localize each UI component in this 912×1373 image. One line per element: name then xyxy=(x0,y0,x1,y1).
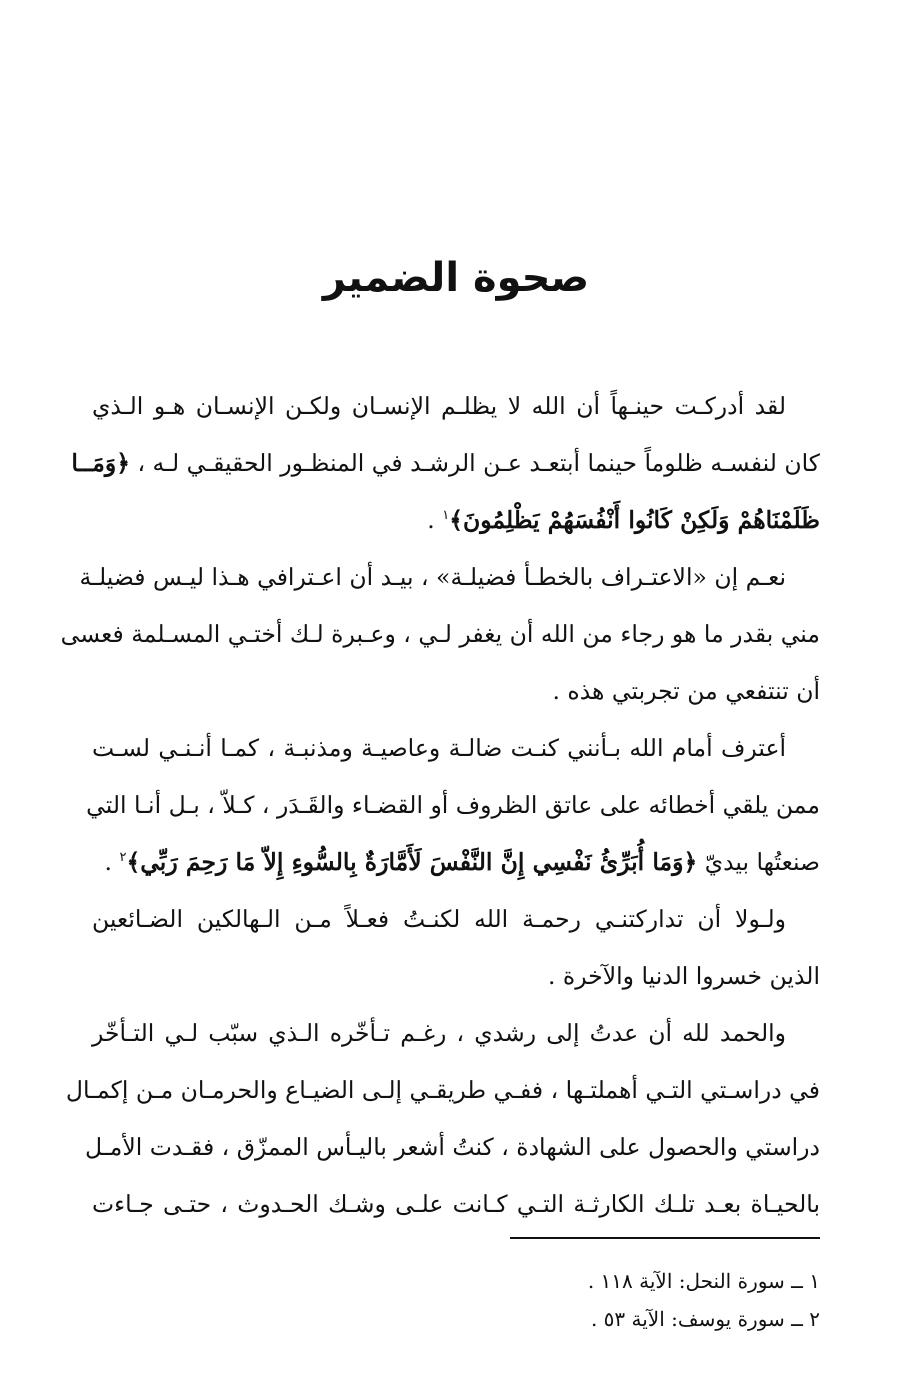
text-line xyxy=(92,1176,820,1233)
text-line xyxy=(85,1119,820,1176)
text-line xyxy=(71,435,820,492)
text-line xyxy=(92,948,820,1005)
text-line xyxy=(92,891,820,948)
line-text: في دراسـتي التـي أهملتـها ، ففـي طريقـي إلـى الضيـاع والحرمـان مـن إكمـال xyxy=(65,1076,820,1104)
line-text: ولـولا أن تداركتنـي رحمـة الله لكنـتُ فعـلاً مـن الـهالكين الضـائعين xyxy=(92,905,786,933)
line-text: أن تنتفعي من تجربتي هذه . xyxy=(552,677,820,705)
line-text: لقد أدركـت حينـهاً أن الله لا يظلـم الإنسـان ولكـن الإنسـان هـو الـذي xyxy=(92,392,786,420)
line-tail: . xyxy=(104,848,120,876)
line-text: أعترف أمام الله بـأنني كنـت ضالـة وعاصيـة ومذنبـة ، كمـا أنـنـي لسـت xyxy=(92,734,786,762)
footnote-marker: ١ xyxy=(442,508,450,524)
text-line xyxy=(65,1062,820,1119)
text-line xyxy=(79,549,820,606)
footnote-marker: ٢ xyxy=(119,850,127,866)
text-line xyxy=(60,606,820,663)
line-text: والحمد لله أن عدتُ إلى رشدي ، رغـم تـأخّره الـذي سبّب لـي التـأخّر xyxy=(92,1019,786,1047)
footnote-divider xyxy=(510,1237,820,1239)
footnotes xyxy=(92,1262,820,1338)
text-line xyxy=(92,720,820,777)
text-line xyxy=(92,834,820,891)
text-line xyxy=(92,492,820,549)
line-tail: . xyxy=(427,506,443,534)
line-text: الذين خسروا الدنيا والآخرة . xyxy=(547,962,820,990)
line-text: كان لنفسـه ظلوماً حينما أبتعـد عـن الرشـد في المنظـور الحقيقـي لـه ، xyxy=(129,449,820,477)
text-line xyxy=(92,1005,820,1062)
chapter-title: صحوة الضمير xyxy=(322,255,590,301)
quran-verse: ﴿وَمَا أُبَرِّئُ نَفْسِي إِنَّ النَّفْسَ لَأَمَّارَةٌ بِالسُّوءِ إِلاّ مَا رَحِمَ رَبِّي﴾ xyxy=(126,848,698,876)
line-text: دراستي والحصول على الشهادة ، كنتُ أشعر باليـأس الممزّق ، فقـدت الأمـل xyxy=(85,1133,820,1161)
footnote-item: ٢ ــ سورة يوسف: الآية ٥٣ . xyxy=(590,1307,820,1331)
footnote-item: ١ ــ سورة النحل: الآية ١١٨ . xyxy=(587,1269,820,1293)
quran-verse: ﴿وَمَــا xyxy=(71,449,130,477)
text-line xyxy=(86,777,820,834)
body-text xyxy=(60,378,820,1233)
text-line xyxy=(92,378,820,435)
line-text: ممن يلقي أخطائه على عاتق الظروف أو القضـاء والقَـدَر ، كـلاّ ، بـل أنـا التي xyxy=(86,791,820,819)
line-text: مني بقدر ما هو رجاء من الله أن يغفر لـي ، وعـبرة لـك أختـي المسـلمة فعسى xyxy=(60,620,820,648)
text-line xyxy=(92,663,820,720)
line-text: بالحيـاة بعـد تلـك الكارثـة التـي كـانت علـى وشـك الحـدوث ، حتـى جـاءت xyxy=(92,1190,820,1218)
line-text: صنعتُها بيديّ xyxy=(697,848,820,876)
line-text: نعـم إن «الاعتـراف بالخطـأ فضيلـة» ، بيـد أن اعـترافي هـذا ليـس فضيلـة xyxy=(79,563,786,591)
quran-verse: ظَلَمْنَاهُمْ وَلَكِنْ كَانُوا أَنْفُسَهُمْ يَظْلِمُونَ﴾ xyxy=(449,506,820,534)
